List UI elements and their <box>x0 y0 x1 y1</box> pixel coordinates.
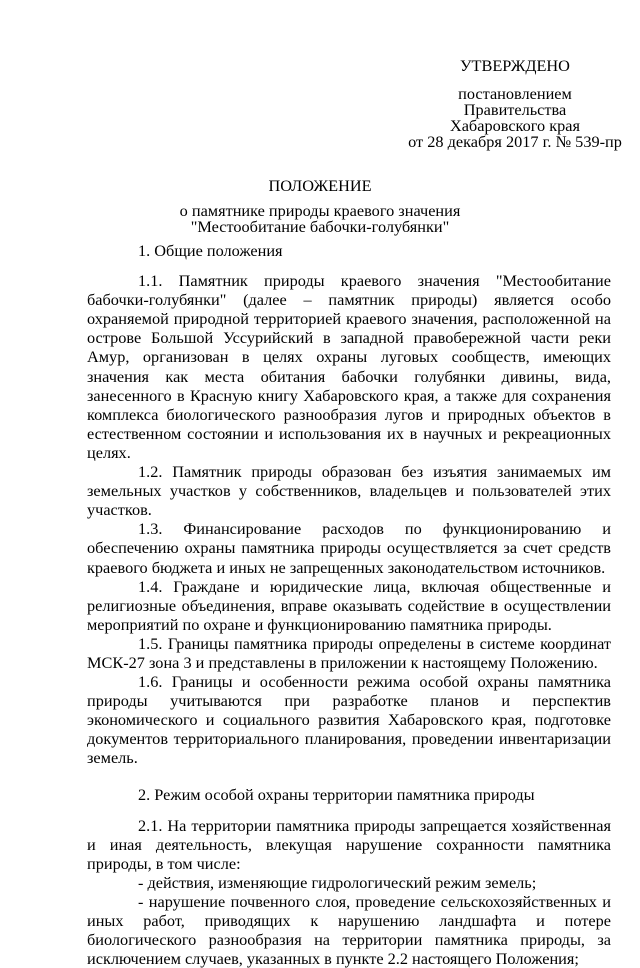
approval-heading: УТВЕРЖДЕНО <box>460 56 570 75</box>
title-main: ПОЛОЖЕНИЕ <box>268 176 372 195</box>
list-item: - действия, изменяющие гидрологический режим земель; <box>138 872 537 892</box>
paragraph: 1.4. Граждане и юридические лица, включая общественные и религиозные объединения, вправе оказывать содействие в осуществлении мероприятий по охране и функционированию памятника природы. <box>87 576 611 634</box>
paragraph: 1.6. Границы и особенности режима особой охраны памятника природы учитываются при разработке планов и перспектив экономического и социального развития Хабаровского края, подготовке документов территориального планирования, проведении инвентаризации земель. <box>87 672 611 768</box>
section-heading: 2. Режим особой охраны территории памятника природы <box>138 784 535 804</box>
approval-date: от 28 декабря 2017 г. № 539-пр <box>408 132 622 151</box>
section-heading: 1. Общие положения <box>138 241 283 260</box>
approval-line: постановлением <box>458 84 572 103</box>
title-subtitle: о памятнике природы краевого значения <box>179 201 461 220</box>
approval-line: Хабаровского края <box>449 116 581 135</box>
document-body <box>87 241 611 968</box>
paragraph: 2.1. На территории памятника природы запрещается хозяйственная и иная деятельность, влекущая нарушение сохранности памятника природы, в том числе: <box>87 815 611 873</box>
approval-stamp <box>395 58 635 150</box>
approval-line: Правительства <box>463 100 567 119</box>
paragraph: 1.5. Границы памятника природы определены в системе координат МСК-27 зона 3 и представлены в приложении к настоящему Положению. <box>87 633 611 672</box>
paragraph: 1.1. Памятник природы краевого значения "Местообитание бабочки-голубянки" (далее – памятник природы) является особо охраняемой природной территорией краевого значения, расположенной на острове Большой Уссурийский в западной правобережной части реки Амур, организован в целях охраны луговых сообществ, имеющих значения как места обитания бабочки голубянки дивины, вида, занесенного в Красную книгу Хабаровского края, а также для сохранения комплекса биологического разнообразия лугов и природных объектов в естественном состоянии и использования их в научных и рекреационных целях. <box>87 271 611 462</box>
document-title <box>0 178 640 235</box>
title-subtitle-name: "Местообитание бабочки-голубянки" <box>190 217 450 236</box>
paragraph: 1.2. Памятник природы образован без изъятия занимаемых им земельных участков у собственников, владельцев и пользователей этих участков. <box>87 462 611 520</box>
list-item: - нарушение почвенного слоя, проведение сельскохозяйственных и иных работ, приводящих к нарушению ландшафта и потере биологического разнообразия на территории памятника природы, за исключением случаев, указанных в пункте 2.2 настоящего Положения; <box>87 892 611 968</box>
paragraph: 1.3. Финансирование расходов по функционированию и обеспечению охраны памятника природы осуществляется за счет средств краевого бюджета и иных не запрещенных законодательством источников. <box>87 519 611 577</box>
